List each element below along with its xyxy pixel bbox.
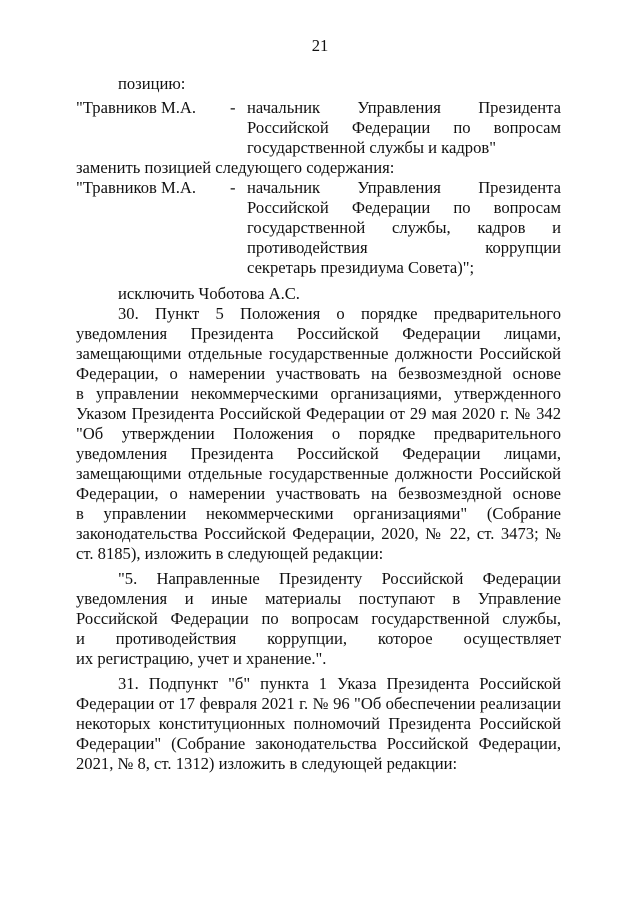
position-line: государственной службы и кадров" — [247, 138, 496, 157]
paragraph-line: законодательства Российской Федерации, 2020, № 22, ст. 3473; № — [76, 524, 561, 543]
paragraph-line: уведомления и иные материалы поступают в Управление — [76, 589, 561, 608]
text-line: исключить Чоботова А.С. — [118, 284, 300, 303]
position-line: начальник Управления Президента — [247, 178, 561, 197]
paragraph-line: Российской Федерации по вопросам государственной службы, — [76, 609, 561, 628]
paragraph-line: 30. Пункт 5 Положения о порядке предварительного — [118, 304, 561, 323]
paragraph-line: "5. Направленные Президенту Российской Федерации — [118, 569, 561, 588]
paragraph-line: замещающими отдельные государственные должности Российской — [76, 344, 561, 363]
paragraph-line: ст. 8185), изложить в следующей редакции: — [76, 544, 384, 563]
paragraph-line: некоторых конституционных полномочий Президента Российской — [76, 714, 561, 733]
person-name: "Травников М.А. — [76, 98, 197, 117]
position-line: секретарь президиума Совета)"; — [247, 258, 475, 277]
position-line: государственной службы, кадров и — [247, 218, 561, 237]
paragraph-line: Федерации, о намерении участвовать на безвозмездной основе — [76, 484, 561, 503]
text-line: позицию: — [118, 74, 186, 93]
paragraph-line: 31. Подпункт "б" пункта 1 Указа Президента Российской — [118, 674, 561, 693]
paragraph-line: Указом Президента Российской Федерации от 29 мая 2020 г. № 342 — [76, 404, 561, 423]
position-line: начальник Управления Президента — [247, 98, 561, 117]
position-line: Российской Федерации по вопросам — [247, 198, 561, 217]
position-line: Российской Федерации по вопросам — [247, 118, 561, 137]
paragraph-line: Федерации от 17 февраля 2021 г. № 96 "Об обеспечении реализации — [76, 694, 561, 713]
paragraph-line: 2021, № 8, ст. 1312) изложить в следующей редакции: — [76, 754, 458, 773]
paragraph-line: в управлении некоммерческими организациями, утвержденного — [76, 384, 561, 403]
paragraph-line: Федерации" (Собрание законодательства Российской Федерации, — [76, 734, 561, 753]
paragraph-line: и противодействия коррупции, которое осуществляет — [76, 629, 561, 648]
page-number: 21 — [311, 36, 329, 55]
paragraph-line: замещающими отдельные государственные должности Российской — [76, 464, 561, 483]
paragraph-line: уведомления Президента Российской Федерации лицами, — [76, 444, 561, 463]
paragraph-line: их регистрацию, учет и хранение.". — [76, 649, 327, 668]
paragraph-line: Федерации, о намерении участвовать на безвозмездной основе — [76, 364, 561, 383]
paragraph-line: уведомления Президента Российской Федерации лицами, — [76, 324, 561, 343]
dash: - — [230, 178, 236, 197]
paragraph-line: "Об утверждении Положения о порядке предварительного — [76, 424, 561, 443]
paragraph-line: в управлении некоммерческими организациями" (Собрание — [76, 504, 561, 523]
dash: - — [230, 98, 236, 117]
person-name: "Травников М.А. — [76, 178, 197, 197]
position-line: противодействия коррупции — [247, 238, 561, 257]
text-line: заменить позицией следующего содержания: — [76, 158, 395, 177]
